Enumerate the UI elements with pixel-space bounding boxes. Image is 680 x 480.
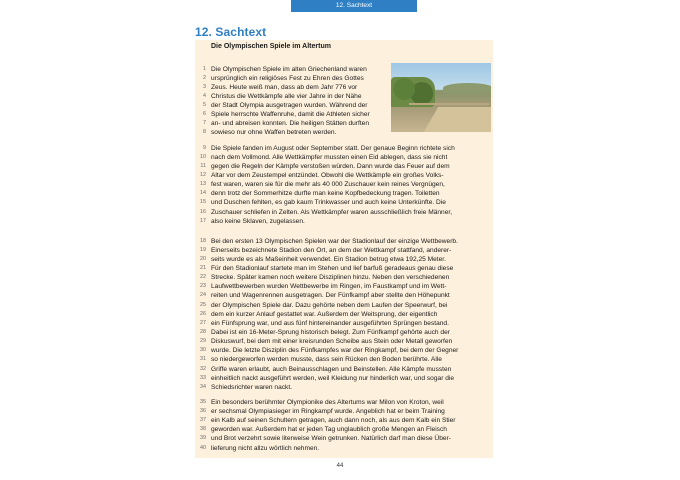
chapter-tab: 12. Sachtext (291, 0, 417, 12)
line-text: ein Fünfsprung war, und aus fünf hintereinander ausgeführten Sprüngen bestand. (211, 319, 449, 327)
line-text: Griffe waren erlaubt, auch Beinausschlagen und Beinstellen. Alle Kämpfe mussten (211, 365, 452, 373)
line-text: und Brot verzehrt sowie literweise Wein getrunken. Natürlich darf man diese Über- (211, 435, 451, 443)
line-text: ursprünglich ein religiöses Fest zu Ehren des Gottes (211, 74, 364, 82)
line-number: 11 (200, 162, 206, 169)
line-number: 25 (200, 301, 206, 308)
line-number: 33 (200, 374, 206, 381)
line-number: 9 (203, 144, 206, 151)
line-number: 32 (200, 365, 206, 372)
stadium-photo (391, 63, 491, 132)
line-text: Diskuswurf, bei dem mit einer kreisrunden Scheibe aus Stein oder Metall geworfen (211, 338, 453, 346)
line-text: wurde. Die letzte Disziplin des Fünfkampfes war der Ringkampf, bei dem der Gegner (211, 347, 459, 355)
line-number: 3 (203, 83, 206, 90)
line-number: 38 (200, 426, 206, 433)
line-number: 31 (200, 356, 206, 363)
line-number: 21 (200, 264, 206, 271)
line-number: 30 (200, 347, 206, 354)
line-text: Spiele herrschte Waffenruhe, damit die Athleten sicher (211, 111, 370, 118)
line-text: einheitlich nackt ausgeführt werden, weil Kleidung nur hinderlich war, und sogar die (211, 374, 455, 382)
line-text: lieferung nicht allzu wörtlich nehmen. (211, 444, 320, 452)
line-text: dem ein kurzer Anlauf gestattet war. Außerdem der Weitsprung, der eigentlich (211, 310, 438, 318)
line-number: 24 (200, 292, 206, 299)
page-number: 44 (336, 463, 344, 469)
line-number: 16 (200, 208, 206, 215)
line-number: 40 (200, 444, 206, 451)
line-number: 6 (203, 111, 206, 117)
line-number: 35 (200, 398, 206, 405)
line-text: und Duschen fehlten, es gab kaum Trinkwasser und auch keine Unterkünfte. Die (211, 199, 446, 207)
line-number: 22 (200, 274, 206, 281)
line-number: 4 (203, 92, 206, 99)
line-text: Bei den ersten 13 Olympischen Spielen war der Stadionlauf der einzige Wettbewerb. (211, 237, 458, 245)
line-number: 28 (200, 329, 206, 335)
line-number: 7 (203, 120, 206, 127)
line-number: 1 (203, 65, 206, 72)
line-number: 34 (200, 383, 206, 390)
line-text: Christus die Wettkämpfe alle vier Jahre in der Nähe (211, 92, 362, 100)
line-number: 18 (200, 237, 206, 244)
line-number: 19 (200, 246, 206, 253)
line-text: ein Kalb auf seinen Schultern getragen, auch dann noch, als aus dem Kalb ein Stier (211, 416, 456, 424)
line-number: 15 (200, 199, 206, 206)
line-number: 10 (200, 153, 206, 160)
line-number: 39 (200, 435, 206, 442)
line-text: Strecke. Später kamen noch weitere Disziplinen hinzu. Neben den verschiedenen (211, 274, 450, 282)
line-number: 29 (200, 338, 206, 345)
line-text: Schiedsrichter waren nackt. (211, 383, 292, 391)
line-text: fest waren, waren sie für die mehr als 40 000 Zuschauer kein reines Vergnügen, (211, 181, 445, 189)
article-title: Die Olympischen Spiele im Altertum (211, 43, 331, 50)
line-text: Zeus. Heute weiß man, dass ab dem Jahr 776 vor (211, 83, 358, 91)
line-text: Dabei ist ein 16-Meter-Sprung historisch belegt. Zum Fünfkampf gehörte auch der (211, 329, 450, 336)
line-text: reiten und Wagenrennen ausgetragen. Der Fünfkampf aber stellte den Höhepunkt (211, 292, 450, 300)
line-number: 5 (203, 101, 206, 108)
line-text: seits wurde es als Maßeinheit verwendet. Ein Stadion betrug etwa 192,25 Meter. (211, 255, 446, 263)
line-text: sowieso nur ohne Waffen betreten werden. (211, 129, 337, 137)
line-text: Für den Stadionlauf startete man im Stehen und lief barfuß geradeaus genau diese (211, 264, 454, 272)
line-text: Ein besonders berühmter Olympionike des Altertums war Milon von Kroton, weil (211, 398, 444, 406)
line-text: er sechsmal Olympiasieger im Ringkampf wurde. Angeblich hat er beim Training (211, 407, 445, 415)
line-number: 37 (200, 416, 206, 423)
line-number: 26 (200, 310, 206, 317)
line-text: Einerseits bezeichnete Stadion den Ort, an dem der Wettkampf stattfand, anderer- (211, 246, 452, 254)
line-number: 2 (203, 74, 206, 81)
line-number: 17 (200, 217, 206, 224)
line-text: geworden war. Außerdem hat er jeden Tag unglaublich große Mengen an Fleisch (211, 426, 447, 434)
line-text: an- und abreisen konnten. Die heiligen Stätten durften (211, 120, 369, 128)
section-title: 12. Sachtext (195, 25, 267, 39)
line-text: Laufwettbewerben wurden Wettbewerbe im Ringen, im Faustkampf und im Wett- (211, 283, 447, 291)
line-text: denn trotz der Sommerhitze durfte man keine Kopfbedeckung tragen. Toiletten (211, 190, 440, 198)
line-text: der Olympischen Spiele dar. Dazu gehörte neben dem Laufen der Speerwurf, bei (211, 301, 448, 309)
line-number: 20 (200, 255, 206, 262)
line-text: der Stadt Olympia ausgetragen wurden. Während der (211, 101, 368, 109)
line-text: Die Olympischen Spiele im alten Griechenland waren (211, 65, 367, 73)
line-number: 8 (203, 129, 206, 136)
line-number: 23 (200, 283, 206, 290)
line-text: Altar vor dem Zeustempel entzündet. Obwohl die Wettkämpfe ein großes Volks- (211, 171, 444, 179)
line-number: 36 (200, 407, 206, 414)
line-text: Zuschauer schliefen in Zelten. Als Wettkämpfer waren ausschließlich freie Männer, (211, 208, 453, 216)
line-number: 14 (200, 190, 206, 197)
line-number: 13 (200, 181, 206, 188)
line-number: 27 (200, 319, 206, 326)
line-text: so niedergeworfen werden musste, dass sein Rücken den Boden berührte. Alle (211, 356, 442, 364)
line-text: gegen die Regeln der Kämpfe verstoßen würden. Dann wurde das Feuer auf dem (211, 162, 450, 170)
line-text: nach dem Vollmond. Alle Wettkämpfer mussten einen Eid ablegen, dass sie nicht (211, 153, 448, 161)
line-text: Die Spiele fanden im August oder September statt. Der genaue Beginn richtete sich (211, 144, 455, 152)
line-text: also keine Sklaven, zugelassen. (211, 217, 305, 225)
line-number: 12 (200, 171, 206, 178)
